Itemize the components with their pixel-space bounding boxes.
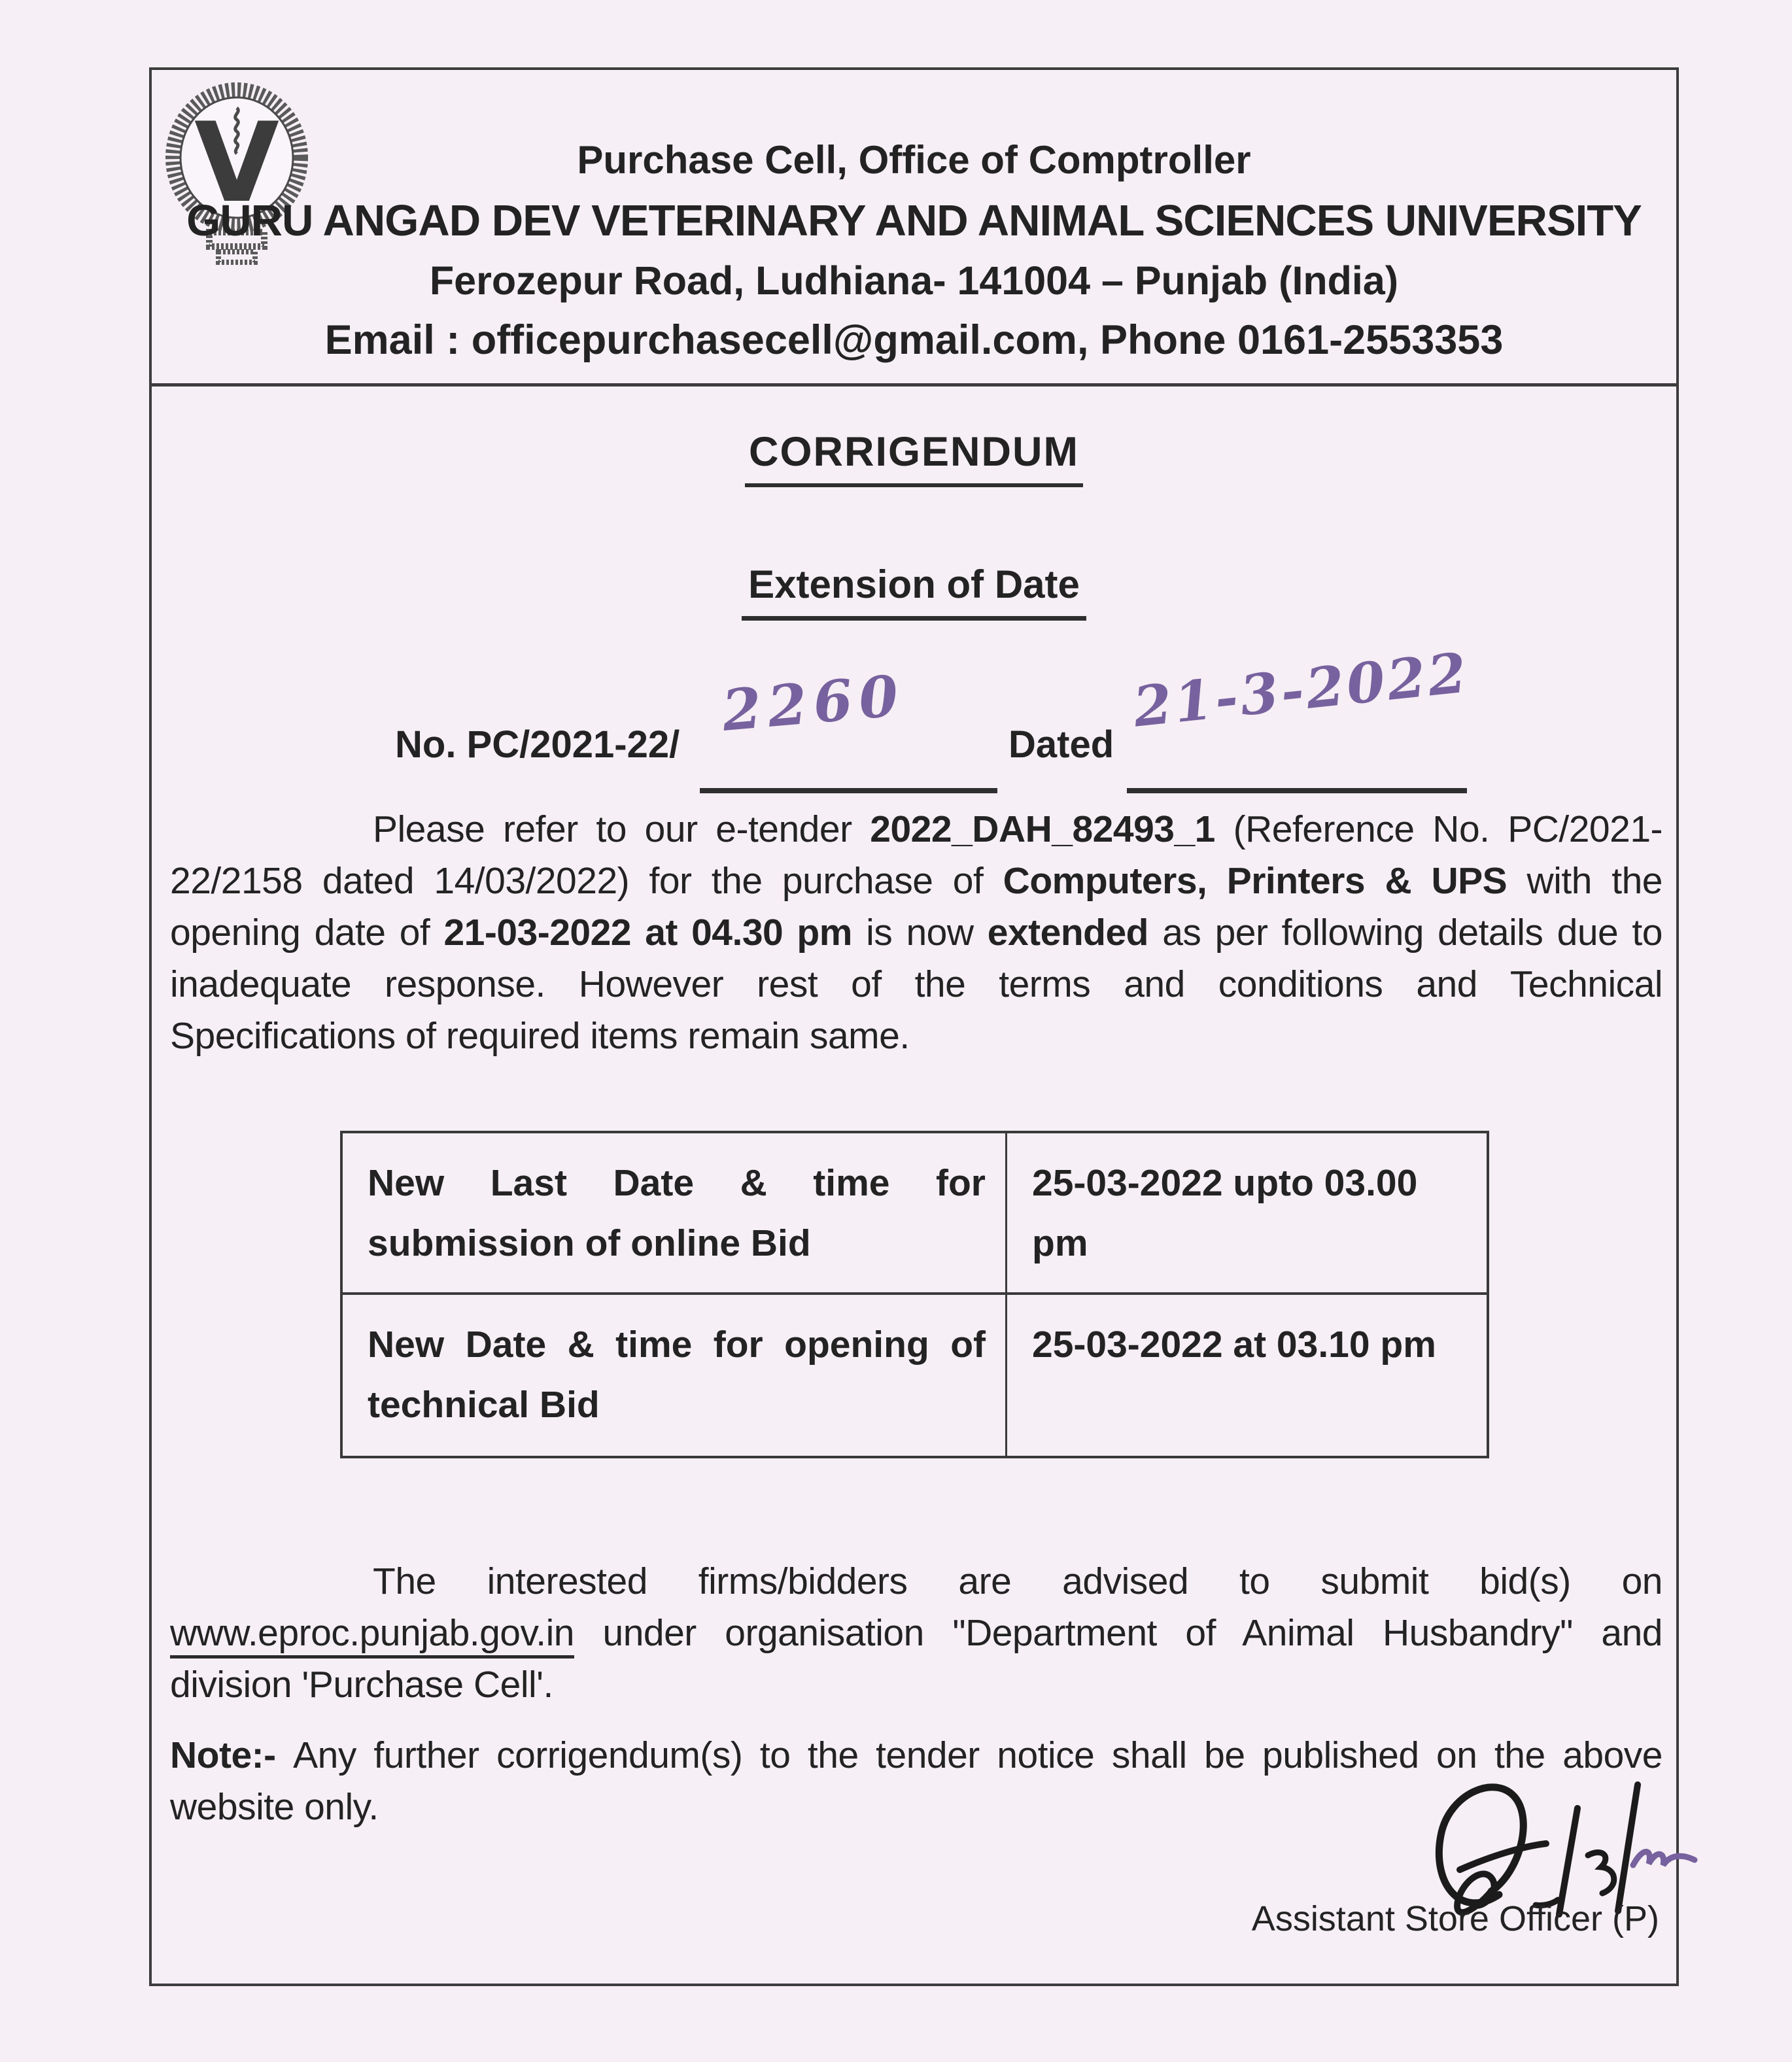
signer-title: Assistant Store Officer (P) [1251, 1899, 1659, 1938]
document-border [149, 67, 1679, 1986]
note-paragraph: Note:- Any further corrigendum(s) to the tender notice shall be published on the above website only. [170, 1734, 1663, 1828]
page-title: CORRIGENDUM [745, 428, 1083, 487]
letterhead-office: Purchase Cell, Office of Comptroller [577, 138, 1251, 182]
page-subtitle: Extension of Date [742, 562, 1086, 621]
date-handwritten: 21-3-2022 [1130, 640, 1472, 740]
date-underline [1127, 788, 1467, 793]
signature-date-year-purple [1633, 1851, 1695, 1865]
letterhead-university-name: GURU ANGAD DEV VETERINARY AND ANIMAL SCIENCES UNIVERSITY [186, 196, 1642, 245]
table-row-2-value: 25-03-2022 at 03.10 pm [1032, 1323, 1436, 1366]
reference-line [395, 640, 1572, 809]
signature-date-slash-2 [1618, 1785, 1638, 1911]
emblem-letter-v: V [194, 99, 280, 227]
table-row-1-value: 25-03-2022 upto 03.00 pm [1007, 1133, 1487, 1295]
submission-paragraph: The interested firms/bidders are advised to submit bid(s) on www.eproc.punjab.gov.in under organisation "Department of Animal Husbandry" and division 'Purchase Cell'. [170, 1560, 1663, 1706]
signature-date-digit-3 [1588, 1852, 1614, 1893]
intro-paragraph: Please refer to our e-tender 2022_DAH_82493_1 (Reference No. PC/2021-22/2158 dated 14/03/2022) for the purchase of Computers, Printers & UPS with the opening date of 21-03-2022 at 04.30 pm is now extended as per following details due to inadequate response. However rest of the terms and conditions and Technical Specifications of required items remain same. [170, 808, 1663, 1057]
table-row-2-label: New Date & time for opening of technical Bid [343, 1295, 1007, 1456]
letterhead-contact: Email : officepurchasecell@gmail.com, Phone 0161-2553353 [324, 317, 1504, 363]
table-row-1-label: New Last Date & time for submission of online Bid [343, 1133, 1007, 1295]
page-subtitle-wrap [152, 562, 1676, 621]
dates-table [340, 1131, 1489, 1458]
letterhead-address: Ferozepur Road, Ludhiana- 141004 – Punjab (India) [429, 258, 1399, 303]
dated-label: Dated [1008, 723, 1114, 766]
reference-number-underline [700, 788, 997, 793]
header-divider [149, 383, 1679, 387]
page-title-wrap [152, 428, 1676, 487]
reference-number-label: No. PC/2021-22/ [395, 723, 680, 766]
reference-number-handwritten: 2260 [719, 662, 908, 744]
letterhead [152, 130, 1676, 370]
